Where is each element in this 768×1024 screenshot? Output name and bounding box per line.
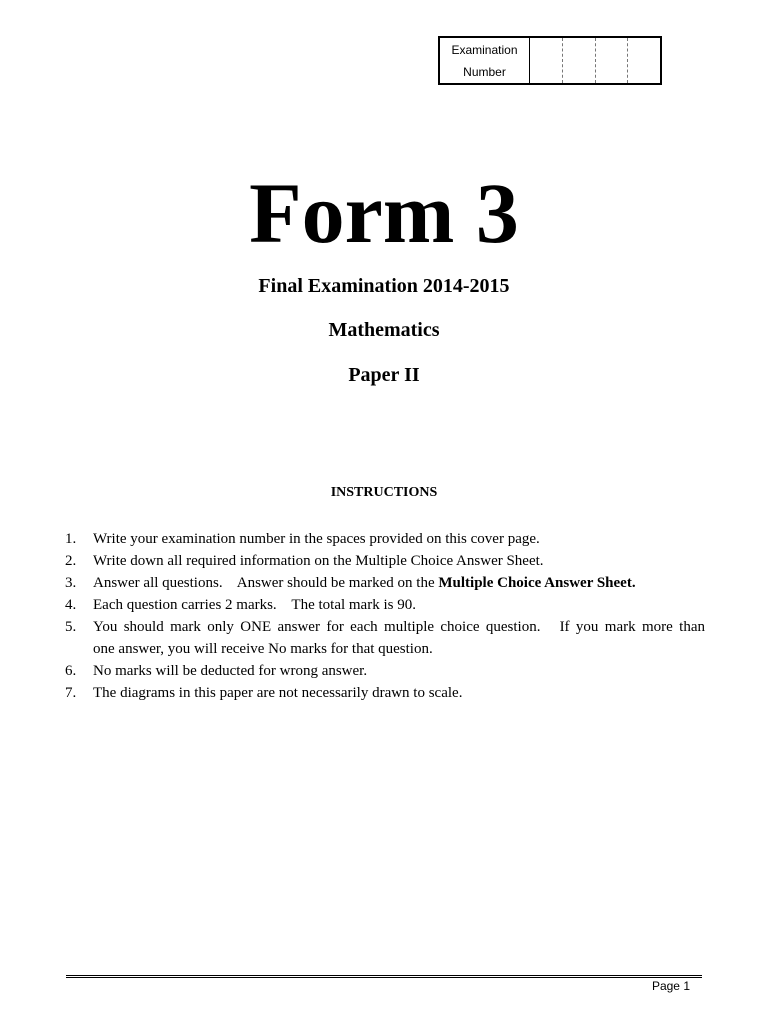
instruction-text <box>93 572 705 594</box>
instruction-text: Each question carries 2 marks. The total mark is 90. <box>93 597 416 613</box>
exam-label-line2: Number <box>463 64 506 79</box>
instruction-item <box>65 528 705 550</box>
instruction-text: Write down all required information on the Multiple Choice Answer Sheet. <box>93 553 544 569</box>
instruction-text: The diagrams in this paper are not necessarily drawn to scale. <box>93 685 463 701</box>
instruction-item <box>65 550 705 572</box>
paper-title: Paper II <box>348 364 420 386</box>
instruction-number: 6. <box>65 663 77 679</box>
instruction-text-plain: Answer all questions. Answer should be marked on the <box>93 575 439 591</box>
instruction-continuation: one answer, you will receive No marks for that question. <box>93 641 433 657</box>
instruction-text: No marks will be deducted for wrong answer. <box>93 663 368 679</box>
page-number: Page 1 <box>651 979 690 993</box>
instruction-item <box>65 594 705 616</box>
examination-number-label <box>440 38 530 83</box>
instruction-number: 1. <box>65 531 77 547</box>
instruction-text: Write your examination number in the spaces provided on this cover page. <box>93 531 540 547</box>
instruction-number: 3. <box>65 575 77 591</box>
instruction-item <box>65 682 705 704</box>
instruction-text: You should mark only ONE answer for each multiple choice question. If you mark more than <box>93 619 705 635</box>
instruction-text-bold: Multiple Choice Answer Sheet. <box>438 575 636 591</box>
footer-rule <box>66 975 702 978</box>
instructions-heading: INSTRUCTIONS <box>330 485 438 500</box>
instruction-item <box>65 616 705 638</box>
exam-number-digit-2[interactable] <box>563 38 596 83</box>
instruction-number: 5. <box>65 619 77 635</box>
exam-number-digit-1[interactable] <box>530 38 563 83</box>
instruction-item <box>65 572 705 594</box>
instruction-number: 2. <box>65 553 77 569</box>
examination-number-box <box>438 36 662 85</box>
instruction-item <box>65 660 705 682</box>
instruction-number: 7. <box>65 685 77 701</box>
subject-title: Mathematics <box>328 319 440 341</box>
exam-label-line1: Examination <box>451 42 518 57</box>
instruction-number: 4. <box>65 597 77 613</box>
exam-number-digit-3[interactable] <box>596 38 629 83</box>
exam-number-digit-4[interactable] <box>628 38 660 83</box>
instructions-list <box>65 528 705 704</box>
exam-title: Final Examination 2014-2015 <box>258 275 510 297</box>
form-title: Form 3 <box>249 165 519 261</box>
